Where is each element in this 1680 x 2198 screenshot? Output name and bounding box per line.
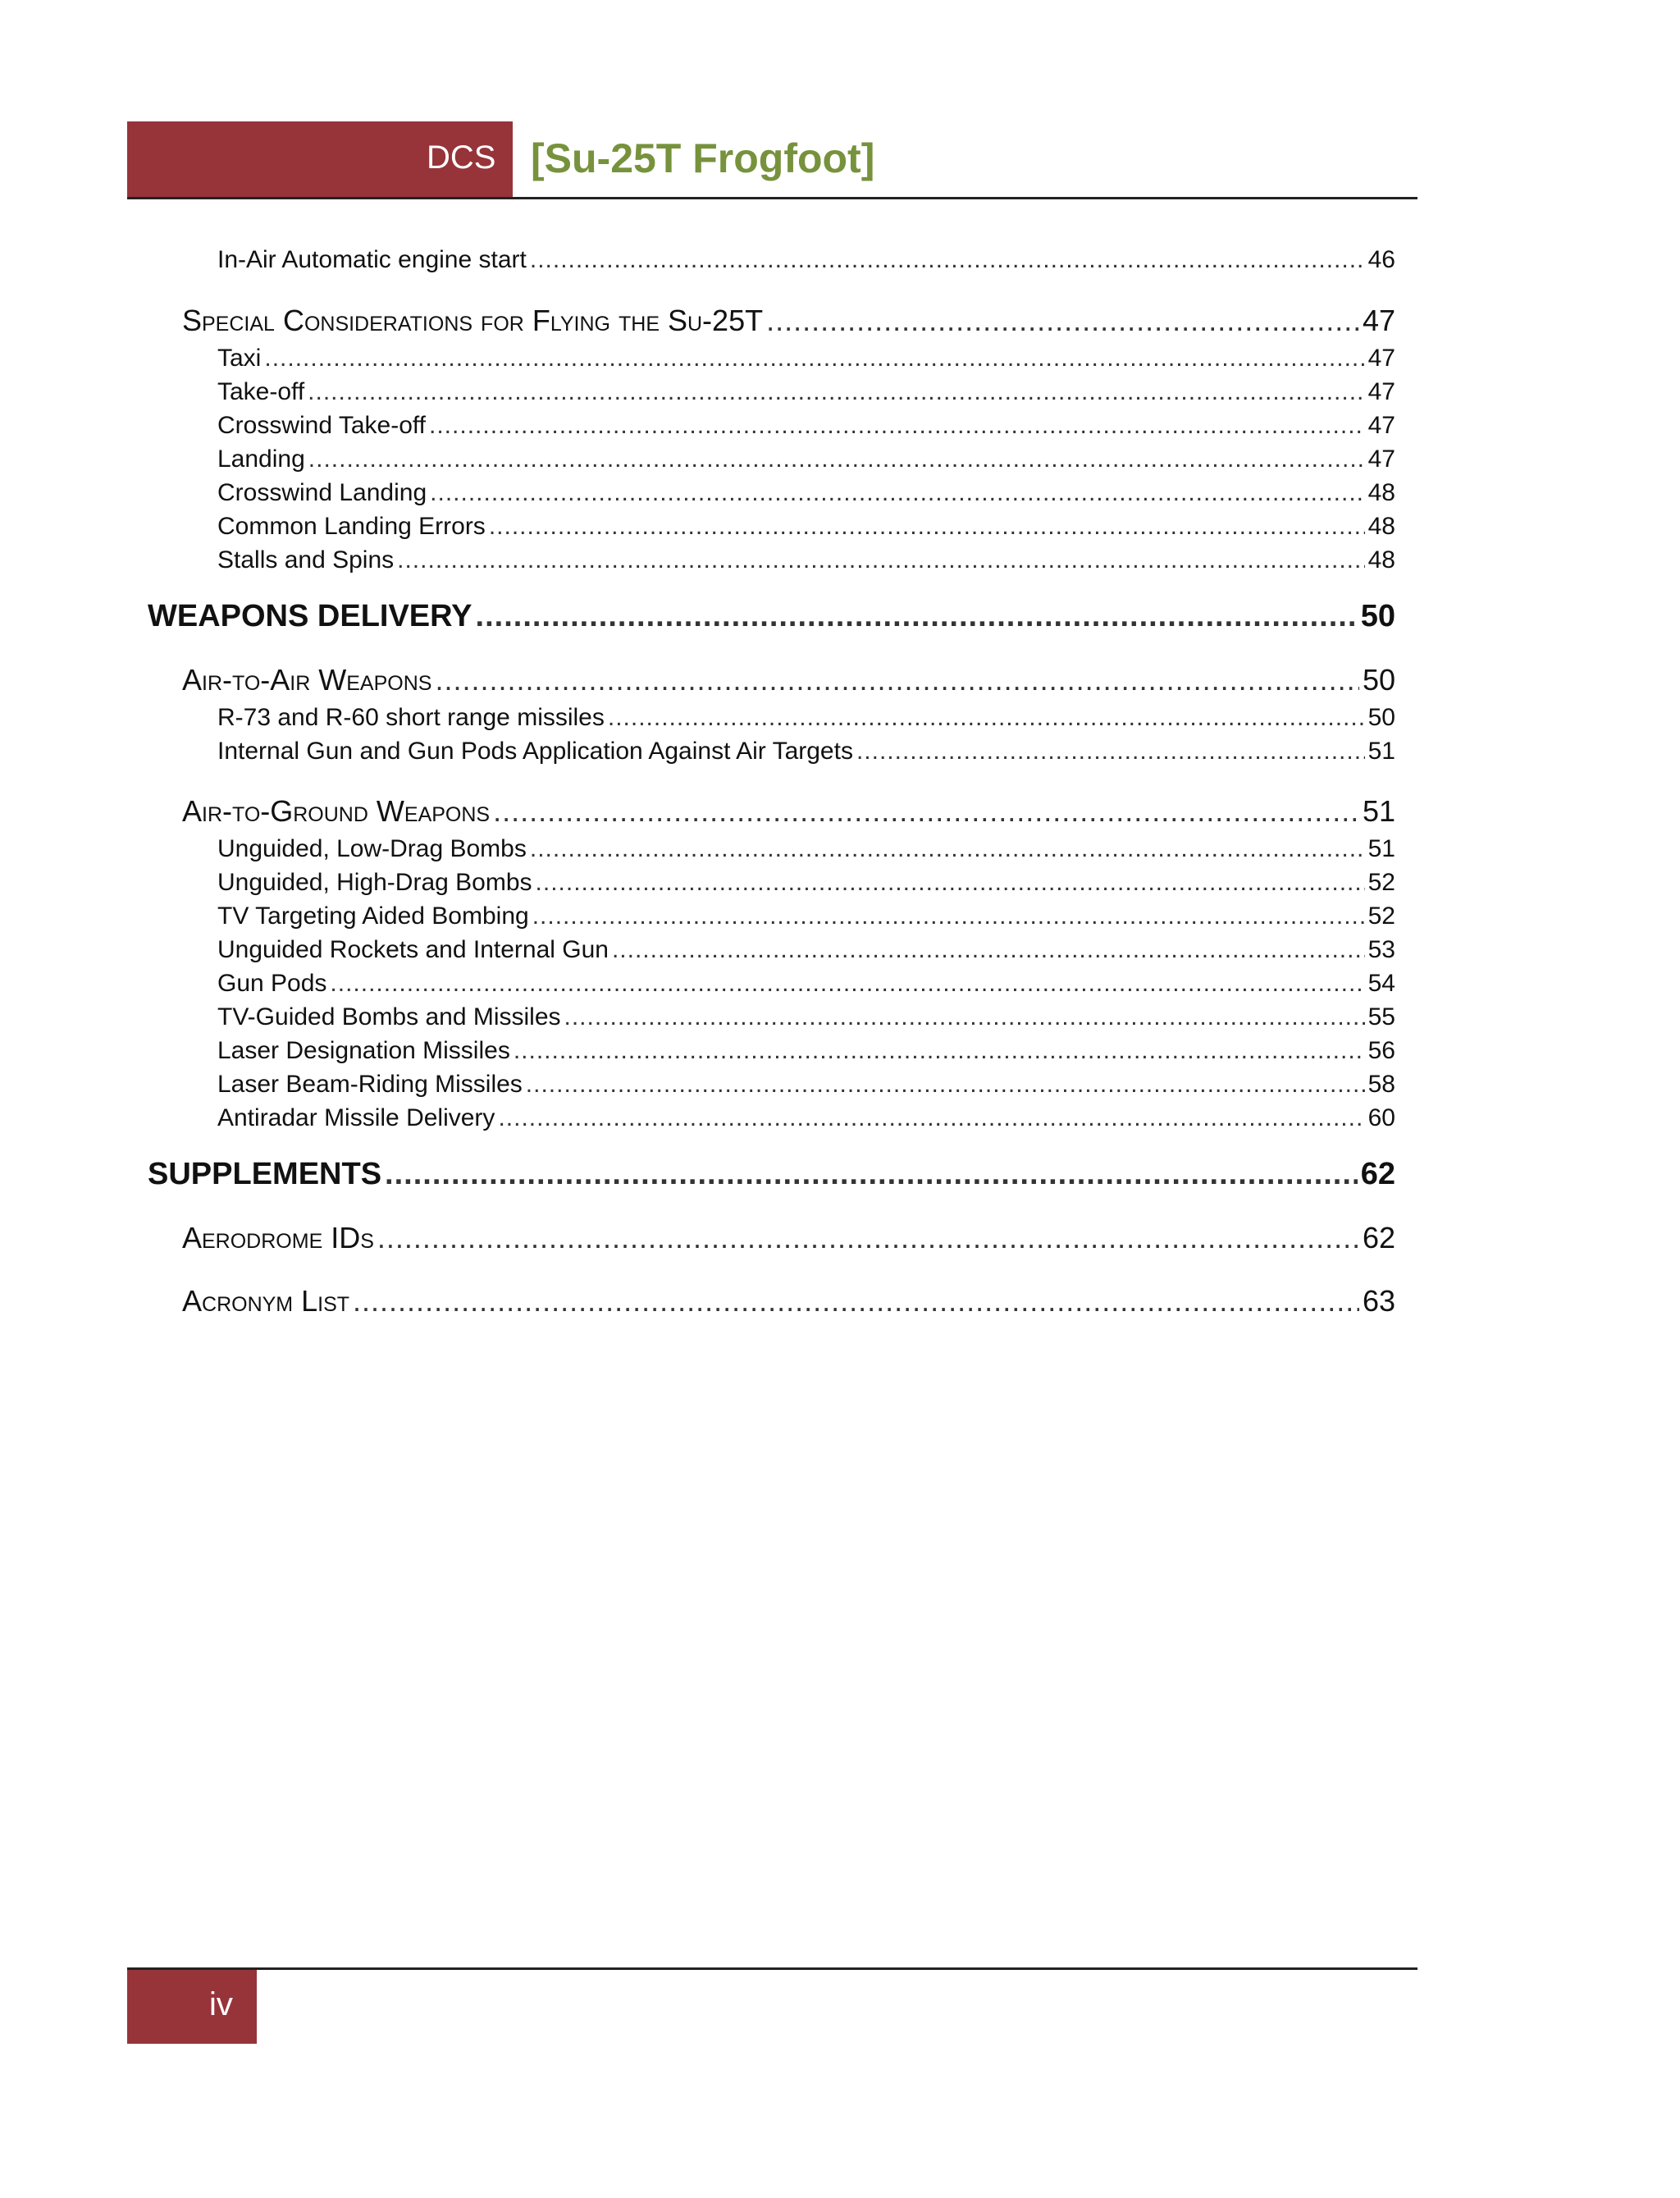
leader-dots bbox=[498, 1104, 1364, 1132]
toc-entry[interactable] bbox=[217, 903, 1395, 930]
toc-entry[interactable] bbox=[217, 446, 1395, 473]
leader-dots bbox=[514, 1037, 1365, 1065]
leader-dots bbox=[766, 304, 1359, 338]
toc-entry[interactable] bbox=[217, 1071, 1395, 1099]
toc-chapter[interactable] bbox=[148, 1157, 1395, 1192]
toc-entry[interactable] bbox=[217, 835, 1395, 863]
toc-entry-label: Landing bbox=[217, 446, 305, 473]
leader-dots bbox=[308, 446, 1365, 473]
toc-entry-page: 56 bbox=[1367, 1037, 1395, 1064]
toc-entry-label: WEAPONS DELIVERY bbox=[148, 599, 472, 633]
toc-entry[interactable] bbox=[217, 546, 1395, 574]
toc-entry-page: 47 bbox=[1362, 304, 1395, 337]
toc-entry-label: SUPPLEMENTS bbox=[148, 1157, 382, 1191]
toc-entry-label: In-Air Automatic engine start bbox=[217, 246, 527, 273]
toc-entry[interactable] bbox=[182, 794, 1395, 829]
leader-dots bbox=[429, 412, 1365, 440]
toc-entry-label: Crosswind Take-off bbox=[217, 412, 427, 439]
toc-entry[interactable] bbox=[217, 378, 1395, 406]
toc-entry-page: 48 bbox=[1367, 513, 1395, 540]
leader-dots bbox=[530, 835, 1365, 863]
toc-entry-label: Take-off bbox=[217, 378, 305, 405]
toc-entry-page: 52 bbox=[1367, 869, 1395, 896]
toc-entry-page: 63 bbox=[1362, 1284, 1395, 1318]
toc-entry[interactable] bbox=[217, 412, 1395, 440]
leader-dots bbox=[430, 479, 1364, 507]
toc-entry[interactable] bbox=[217, 1037, 1395, 1065]
toc-entry-label: Laser Designation Missiles bbox=[217, 1037, 510, 1064]
toc-entry-label: Laser Beam-Riding Missiles bbox=[217, 1071, 523, 1098]
toc-entry-page: 47 bbox=[1367, 345, 1395, 372]
leader-dots bbox=[612, 936, 1365, 964]
leader-dots bbox=[536, 869, 1365, 897]
toc-entry[interactable] bbox=[217, 513, 1395, 541]
toc-entry-page: 62 bbox=[1362, 1221, 1395, 1254]
toc-entry-page: 50 bbox=[1360, 599, 1395, 633]
header-rule bbox=[127, 197, 1418, 199]
toc-entry-page: 58 bbox=[1367, 1071, 1395, 1098]
toc-entry-label: Unguided Rockets and Internal Gun bbox=[217, 936, 609, 963]
toc-entry-page: 55 bbox=[1367, 1003, 1395, 1030]
toc-entry-label: R-73 and R-60 short range missiles bbox=[217, 704, 605, 731]
toc-entry-page: 50 bbox=[1362, 663, 1395, 697]
toc-entry-page: 60 bbox=[1367, 1104, 1395, 1131]
page-number: iv bbox=[209, 1986, 233, 2022]
leader-dots bbox=[308, 378, 1364, 406]
toc-entry[interactable] bbox=[217, 704, 1395, 732]
toc-entry-label: Unguided, High-Drag Bombs bbox=[217, 869, 532, 896]
toc-entry-page: 52 bbox=[1367, 903, 1395, 930]
toc-entry[interactable] bbox=[217, 936, 1395, 964]
toc-entry-label: Gun Pods bbox=[217, 970, 327, 997]
leader-dots bbox=[608, 704, 1365, 732]
toc-chapter[interactable] bbox=[148, 599, 1395, 634]
toc-entry[interactable] bbox=[217, 869, 1395, 897]
leader-dots bbox=[397, 546, 1364, 574]
leader-dots bbox=[264, 345, 1364, 372]
toc-entry-page: 47 bbox=[1367, 446, 1395, 473]
toc-entry-page: 48 bbox=[1367, 546, 1395, 573]
toc-entry-page: 50 bbox=[1367, 704, 1395, 731]
toc-entry-label: Internal Gun and Gun Pods Application Against Air Targets bbox=[217, 738, 853, 765]
header-brand: DCS bbox=[427, 139, 496, 176]
toc-entry[interactable] bbox=[217, 246, 1395, 274]
header-title: [Su-25T Frogfoot] bbox=[531, 135, 875, 181]
toc-entry[interactable] bbox=[217, 970, 1395, 998]
toc-entry-label: Antiradar Missile Delivery bbox=[217, 1104, 495, 1131]
footer-page-block bbox=[127, 1970, 257, 2044]
toc-entry-page: 46 bbox=[1367, 246, 1395, 273]
toc-entry-page: 62 bbox=[1360, 1157, 1395, 1191]
toc-entry[interactable] bbox=[217, 479, 1395, 507]
toc-entry-label: Aerodrome IDs bbox=[182, 1221, 374, 1254]
leader-dots bbox=[564, 1003, 1365, 1031]
toc-entry[interactable] bbox=[217, 1104, 1395, 1132]
toc-entry-page: 54 bbox=[1367, 970, 1395, 997]
leader-dots bbox=[530, 246, 1365, 274]
toc-entry[interactable] bbox=[182, 663, 1395, 697]
toc-entry[interactable] bbox=[217, 1003, 1395, 1031]
leader-dots bbox=[489, 513, 1365, 541]
toc-entry-label: Stalls and Spins bbox=[217, 546, 395, 573]
toc-entry-page: 53 bbox=[1367, 936, 1395, 963]
toc-entry[interactable] bbox=[182, 1221, 1395, 1255]
toc-entry-page: 51 bbox=[1362, 794, 1395, 828]
leader-dots bbox=[330, 970, 1364, 998]
toc-entry[interactable] bbox=[217, 345, 1395, 372]
toc-entry-label: TV Targeting Aided Bombing bbox=[217, 903, 529, 930]
toc-entry-label: Unguided, Low-Drag Bombs bbox=[217, 835, 527, 862]
toc-entry[interactable] bbox=[217, 738, 1395, 765]
toc-entry[interactable] bbox=[182, 1284, 1395, 1318]
toc-entry-page: 51 bbox=[1367, 835, 1395, 862]
leader-dots bbox=[532, 903, 1365, 930]
toc-entry-label: Common Landing Errors bbox=[217, 513, 486, 540]
leader-dots bbox=[385, 1157, 1358, 1192]
leader-dots bbox=[353, 1284, 1359, 1318]
leader-dots bbox=[493, 794, 1359, 829]
leader-dots bbox=[856, 738, 1365, 765]
toc-entry-label: Acronym List bbox=[182, 1284, 350, 1318]
leader-dots bbox=[435, 663, 1359, 697]
toc-entry-page: 51 bbox=[1367, 738, 1395, 765]
toc-entry-label: Taxi bbox=[217, 345, 262, 372]
footer-rule bbox=[127, 1967, 1418, 1970]
toc-entry-label: TV-Guided Bombs and Missiles bbox=[217, 1003, 561, 1030]
toc-entry-label: Air-to-Air Weapons bbox=[182, 663, 432, 697]
leader-dots bbox=[476, 599, 1358, 634]
toc-entry[interactable] bbox=[182, 304, 1395, 338]
toc-entry-page: 47 bbox=[1367, 378, 1395, 405]
toc-entry-page: 48 bbox=[1367, 479, 1395, 506]
leader-dots bbox=[377, 1221, 1359, 1255]
toc-entry-page: 47 bbox=[1367, 412, 1395, 439]
toc-entry-label: Air-to-Ground Weapons bbox=[182, 794, 491, 828]
toc-entry-label: Crosswind Landing bbox=[217, 479, 427, 506]
toc-entry-label: Special Considerations for Flying the Su-25T bbox=[182, 304, 764, 337]
leader-dots bbox=[526, 1071, 1365, 1099]
